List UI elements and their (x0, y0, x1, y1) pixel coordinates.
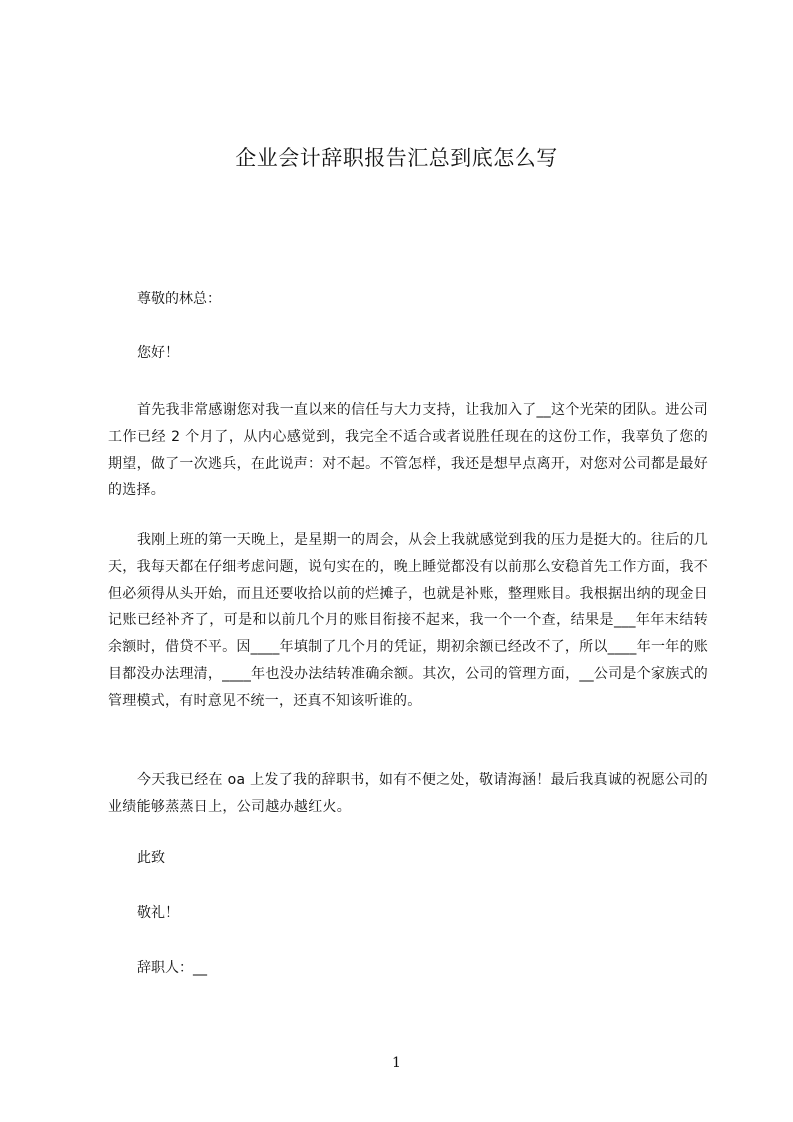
page-number: 1 (392, 1055, 401, 1071)
closing-line-1: 此致 (137, 850, 165, 866)
body-paragraph: 首先我非常感谢您对我一直以来的信任与大力支持，让我加入了__这个光荣的团队。进公司工作已经 2 个月了，从内心感觉到，我完全不适合或者说胜任现在的这份工作，我辜负了您的期望，做了一次逃兵，在此说声：对不起。不管怎样，我还是想早点离开，对您对公司都是最好的选择。 (108, 402, 708, 499)
greeting: 您好！ (137, 345, 179, 361)
document-title: 企业会计辞职报告汇总到底怎么写 (235, 146, 558, 170)
closing-line-2: 敬礼！ (137, 905, 179, 921)
salutation: 尊敬的林总： (137, 291, 221, 307)
body-paragraph: 今天我已经在 oa 上发了我的辞职书，如有不便之处，敬请海涵！最后我真诚的祝愿公司的业绩能够蒸蒸日上，公司越办越红火。 (108, 772, 708, 815)
signature-line: 辞职人：__ (137, 960, 207, 976)
body-paragraph: 我刚上班的第一天晚上，是星期一的周会，从会上我就感觉到我的压力是挺大的。往后的几天，我每天都在仔细考虑问题，说句实在的，晚上睡觉都没有以前那么安稳首先工作方面，我不但必须得从头开始，而且还要收拾以前的烂摊子，也就是补账，整理账目。我根据出纳的现金日记账已经补齐了，可是和以前几个月的账目衔接不起来，我一个一个查，结果是___年年末结转余额时，借贷不平。因____年填制了几个月的凭证，期初余额已经改不了，所以____年一年的账目都没办法理清，____年也没办法结转准确余额。其次，公司的管理方面，__公司是个家族式的管理模式，有时意见不统一，还真不知该听谁的。 (108, 532, 708, 709)
